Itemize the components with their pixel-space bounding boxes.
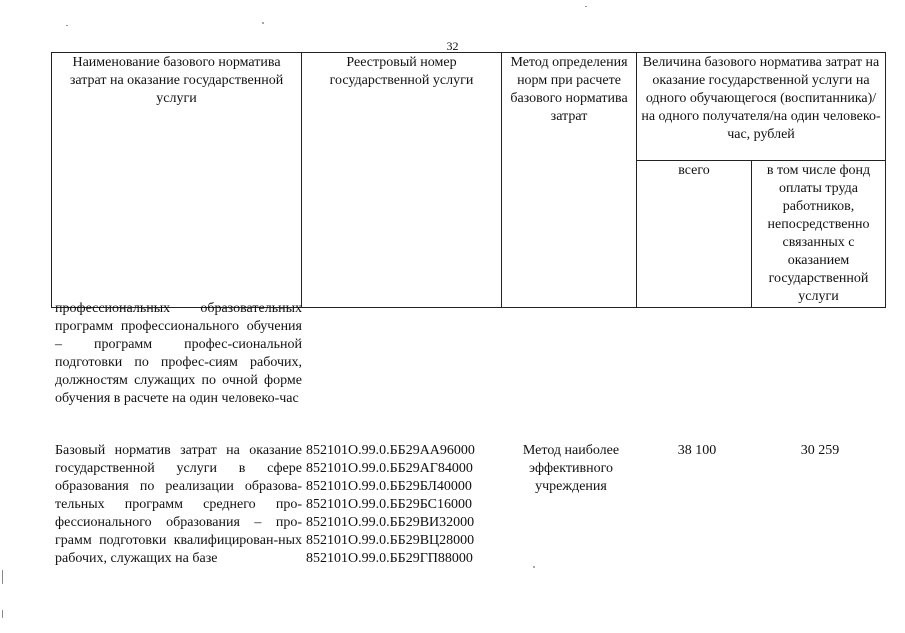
row-1-name: профессиональных образовательных программ профессионального обучения – программ профес-сиональной подготовки по профес-сиям рабочих, должностям служащих по очной форме обучения в расчете на один человеко-час xyxy=(55,301,302,406)
scan-speck xyxy=(2,570,3,584)
scan-speck xyxy=(262,22,264,24)
page-number: 32 xyxy=(446,39,459,53)
header-table xyxy=(51,52,886,308)
header-method: Метод определения норм при расчете базового норматива затрат xyxy=(510,55,628,124)
row-2-name: Базовый норматив затрат на оказание государственной услуги в сфере образования по реализации образова-тельных программ среднего про-фессионального образования – про-грамм подготовки квалифицирован-ных рабочих, служащих на базе xyxy=(55,443,302,566)
registry-code: 852101О.99.0.ББ29БС16000 xyxy=(306,497,472,512)
header-wage-cell xyxy=(752,161,886,308)
scan-speck xyxy=(533,566,535,568)
registry-code: 852101О.99.0.ББ29ВЦ28000 xyxy=(306,533,475,548)
registry-code: 852101О.99.0.ББ29БЛ40000 xyxy=(306,479,472,494)
scan-speck xyxy=(66,25,68,26)
header-registry: Реестровый номер государственной услуги xyxy=(329,55,474,88)
header-value-cell xyxy=(637,53,886,161)
header-name: Наименование базового норматива затрат на оказание государственной услуги xyxy=(69,55,284,106)
header-value: Величина базового норматива затрат на оказание государственной услуги на одного обучающегося (воспитанника)/на одного получателя/на один человеко-час, рублей xyxy=(641,55,881,142)
header-total: всего xyxy=(678,163,710,178)
header-total-cell xyxy=(637,161,752,308)
row-2-codes xyxy=(306,442,506,568)
registry-code: 852101О.99.0.ББ29АА96000 xyxy=(306,443,475,458)
row-2-total: 38 100 xyxy=(677,443,717,458)
header-registry-cell xyxy=(302,53,502,308)
header-name-cell xyxy=(52,53,302,308)
registry-code: 852101О.99.0.ББ29ГП88000 xyxy=(306,551,473,566)
scan-speck xyxy=(585,6,587,7)
row-2-method: Метод наиболее эффективного учреждения xyxy=(522,443,620,494)
registry-code: 852101О.99.0.ББ29АГ84000 xyxy=(306,461,473,476)
registry-code: 852101О.99.0.ББ29ВИ32000 xyxy=(306,515,475,530)
header-method-cell xyxy=(502,53,637,308)
header-wage: в том числе фонд оплаты труда работников, непосредственно связанных с оказанием государственной услуги xyxy=(766,163,871,304)
row-2-wage: 30 259 xyxy=(800,443,840,458)
scan-speck xyxy=(2,610,3,618)
